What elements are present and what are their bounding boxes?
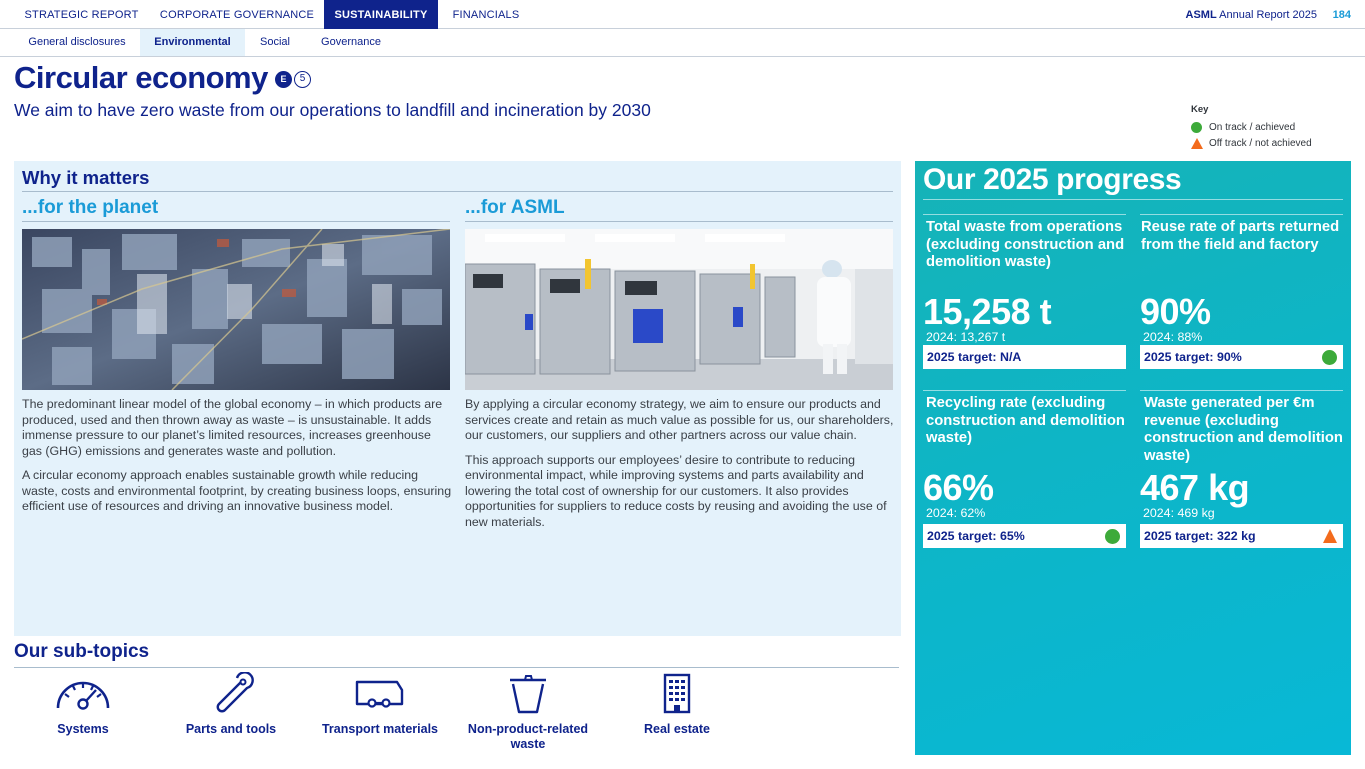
subtab-governance[interactable]: Governance [321, 36, 381, 48]
divider [923, 390, 1126, 391]
why-title: Why it matters [22, 167, 150, 188]
planet-body [22, 397, 452, 524]
sub-navigation [0, 29, 1365, 57]
kpi-target-text: 2025 target: 65% [927, 529, 1025, 543]
subtopic-parts-and-tools[interactable] [157, 672, 305, 737]
subtopic-non-product-waste[interactable] [454, 672, 602, 752]
asml-paragraph: By applying a circular economy strategy, we aim to ensure our products and services create and retain as much value as possible for us, our shareholders, our customers, our suppliers and other partners across our value chain. [465, 397, 894, 442]
city-aerial-photo [22, 229, 450, 390]
factory-cleanroom-photo [465, 229, 893, 390]
kpi-target-text: 2025 target: N/A [927, 350, 1022, 364]
key-title: Key [1191, 104, 1209, 115]
divider [22, 221, 450, 222]
on-track-dot-icon [1105, 529, 1120, 544]
why-it-matters-panel [14, 161, 901, 636]
planet-paragraph: A circular economy approach enables sustainable growth while reducing waste, costs and environmental footprint, by creating business loops, ensuring efficient use of resources and driving an innovative business model. [22, 468, 452, 513]
kpi-target-text: 2025 target: 322 kg [1144, 529, 1256, 543]
kpi-previous: 2024: 62% [926, 506, 986, 520]
bin-icon [498, 672, 558, 714]
divider [465, 221, 893, 222]
asml-heading: ...for ASML [465, 197, 565, 218]
wrench-icon [201, 672, 261, 714]
divider [923, 214, 1126, 215]
kpi-target [923, 345, 1126, 369]
kpi-target-text: 2025 target: 90% [1144, 350, 1242, 364]
key-off-track [1191, 135, 1312, 151]
report-brand: ASML [1185, 9, 1217, 21]
subtopics-title: Our sub-topics [14, 641, 150, 662]
divider [1140, 214, 1343, 215]
on-track-dot-icon [1322, 350, 1337, 365]
kpi-total-waste [923, 214, 1126, 374]
report-name: Annual Report 2025 [1219, 9, 1317, 21]
esrs-number-badge[interactable]: 5 [294, 71, 311, 88]
divider [923, 199, 1343, 200]
key-on-track-label: On track / achieved [1209, 121, 1296, 133]
subtopic-label: Systems [57, 722, 109, 736]
kpi-label: Recycling rate (excluding construction and demolition waste) [926, 395, 1125, 447]
kpi-waste-per-revenue [1140, 390, 1343, 552]
trailer-icon [350, 672, 410, 714]
subtopic-label: Real estate [643, 722, 710, 736]
tab-corporate-governance[interactable]: CORPORATE GOVERNANCE [159, 9, 315, 21]
subtopic-label: Transport materials [321, 722, 438, 736]
off-track-triangle-icon [1323, 529, 1337, 543]
subtab-general-disclosures[interactable]: General disclosures [28, 36, 126, 48]
subtopic-label: Parts and tools [185, 722, 277, 736]
tab-sustainability[interactable]: SUSTAINABILITY [324, 0, 438, 29]
subtab-environmental[interactable]: Environmental [140, 29, 245, 56]
kpi-label: Reuse rate of parts returned from the field and factory [1141, 219, 1340, 253]
kpi-value: 467 kg [1140, 467, 1250, 508]
progress-panel [915, 161, 1351, 755]
subtopic-transport-materials[interactable] [306, 672, 454, 737]
divider [22, 191, 893, 192]
subtopic-systems[interactable] [9, 672, 157, 737]
page-title: Circular economy [14, 60, 268, 95]
subtab-social[interactable]: Social [260, 36, 290, 48]
report-title [1186, 0, 1317, 30]
kpi-previous: 2024: 88% [1143, 330, 1203, 344]
page-number: 184 [1332, 9, 1351, 21]
kpi-value: 66% [923, 467, 994, 508]
kpi-recycling-rate [923, 390, 1126, 552]
esrs-e-badge[interactable]: E [275, 71, 292, 88]
asml-paragraph: This approach supports our employees’ desire to contribute to reducing environmental impact, while improving systems and parts availability and lowering the total cost of ownership for our customers. It also provides opportunities for suppliers to reduce costs by reusing and avoiding the use of new materials. [465, 452, 887, 529]
tab-financials[interactable]: FINANCIALS [452, 9, 520, 21]
kpi-target [923, 524, 1126, 548]
kpi-target [1140, 524, 1343, 548]
progress-title: Our 2025 progress [923, 163, 1182, 196]
top-navigation [0, 0, 1365, 29]
key-off-track-label: Off track / not achieved [1209, 137, 1312, 149]
planet-heading: ...for the planet [22, 197, 159, 218]
planet-paragraph: The predominant linear model of the global economy – in which products are produced, used and then thrown away as waste – is unsustainable. It adds immense pressure to our planet’s limited resources, increases greenhouse gas (GHG) emissions and generates waste and pollution. [22, 397, 443, 458]
green-dot-icon [1191, 122, 1202, 133]
gauge-icon [53, 672, 113, 714]
kpi-label: Waste generated per €m revenue (excluding construction and demolition waste) [1144, 395, 1343, 464]
tab-strategic-report[interactable]: STRATEGIC REPORT [24, 9, 139, 21]
kpi-reuse-rate [1140, 214, 1343, 374]
divider [1140, 390, 1343, 391]
page-subtitle: We aim to have zero waste from our operations to landfill and incineration by 2030 [14, 100, 651, 120]
kpi-value: 90% [1140, 291, 1211, 332]
asml-body [465, 397, 897, 539]
kpi-previous: 2024: 469 kg [1143, 506, 1215, 520]
building-icon [647, 672, 707, 714]
kpi-target [1140, 345, 1343, 369]
subtopic-label: Non-product-related waste [467, 722, 589, 751]
subtopic-real-estate[interactable] [603, 672, 751, 737]
legend-key [1191, 104, 1312, 151]
kpi-value: 15,258 t [923, 291, 1052, 332]
divider [14, 667, 899, 668]
orange-triangle-icon [1191, 138, 1203, 149]
kpi-previous: 2024: 13,267 t [926, 330, 1006, 344]
key-on-track [1191, 119, 1312, 135]
kpi-label: Total waste from operations (excluding construction and demolition waste) [926, 219, 1125, 271]
